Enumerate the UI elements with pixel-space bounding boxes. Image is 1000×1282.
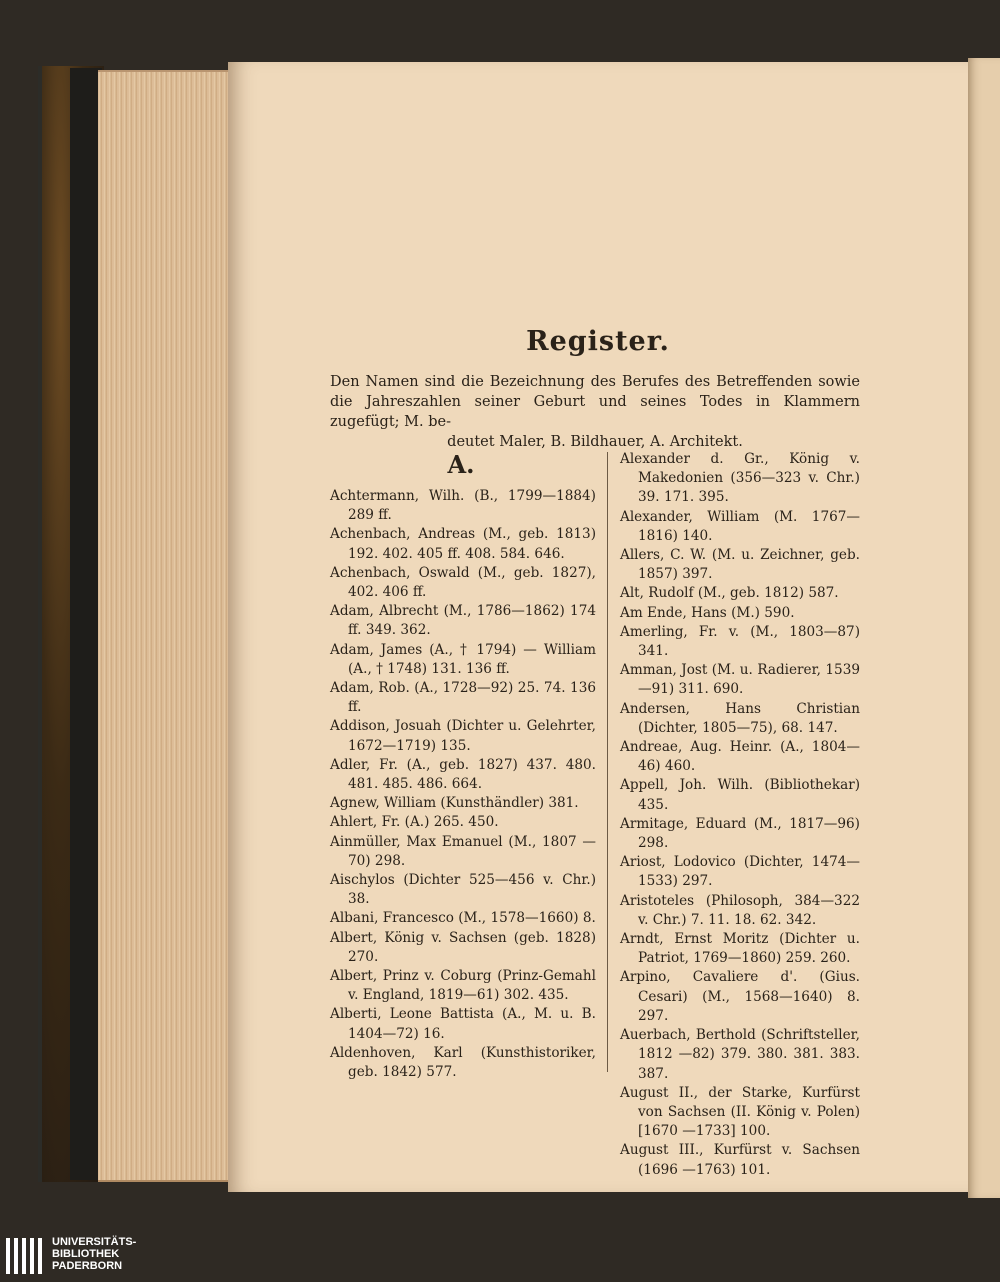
index-entry: Albert, Prinz v. Coburg (Prinz-Gemahl v. England, 1819—61) 302. 435. — [330, 968, 596, 1004]
index-entry: Appell, Joh. Wilh. (Bibliothekar) 435. — [620, 777, 860, 813]
index-column-left — [330, 487, 596, 1082]
index-entry: Alt, Rudolf (M., geb. 1812) 587. — [620, 585, 839, 602]
index-entry: Aldenhoven, Karl (Kunsthistoriker, geb. 1842) 577. — [330, 1044, 596, 1081]
page-title: Register. — [526, 326, 670, 357]
index-entry: Auerbach, Berthold (Schriftsteller, 1812 —82) 379. 380. 381. 383. 387. — [620, 1027, 860, 1082]
intro-text: Den Namen sind die Bezeichnung des Berufes des Betreffenden sowie die Jahreszahlen seiner Geburt und seines Todes in Klammern zugefügt; M. be- — [330, 374, 860, 430]
index-entry: Arpino, Cavaliere d'. (Gius. Cesari) (M., 1568—1640) 8. 297. — [620, 969, 860, 1024]
index-entry: Aristoteles (Philosoph, 384—322 v. Chr.) 7. 11. 18. 62. 342. — [620, 892, 860, 928]
index-entry: Albani, Francesco (M., 1578—1660) 8. — [330, 910, 596, 927]
index-entry: Armitage, Eduard (M., 1817—96) 298. — [620, 815, 860, 852]
library-logo-line: PADERBORN — [52, 1260, 123, 1272]
index-entry: Amman, Jost (M. u. Radierer, 1539 —91) 311. 690. — [620, 662, 860, 698]
index-entry: Adam, Albrecht (M., 1786—1862) 174 ff. 349. 362. — [330, 603, 596, 639]
index-entry: Alberti, Leone Battista (A., M. u. B. 1404—72) 16. — [330, 1006, 596, 1042]
index-entry: Achenbach, Oswald (M., geb. 1827), 402. 406 ff. — [330, 564, 596, 601]
index-entry: Achenbach, Andreas (M., geb. 1813) 192. 402. 405 ff. 408. 584. 646. — [330, 526, 596, 562]
index-entry: Amerling, Fr. v. (M., 1803—87) 341. — [620, 623, 860, 660]
index-entry: Adam, James (A., † 1794) — William (A., † 1748) 131. 136 ff. — [330, 641, 596, 677]
index-entry: Addison, Josuah (Dichter u. Gelehrter, 1672—1719) 135. — [330, 718, 596, 754]
section-letter: A. — [447, 450, 475, 479]
index-entry: Achtermann, Wilh. (B., 1799—1884) 289 ff. — [330, 488, 596, 524]
index-entry: Am Ende, Hans (M.) 590. — [620, 604, 795, 621]
index-entry: Ariost, Lodovico (Dichter, 1474—1533) 297. — [620, 854, 860, 890]
library-logo-text — [52, 1236, 136, 1272]
index-entry: Ainmüller, Max Emanuel (M., 1807 —70) 298. — [330, 833, 596, 869]
index-entry: Andreae, Aug. Heinr. (A., 1804—46) 460. — [620, 739, 860, 775]
index-entry: Adam, Rob. (A., 1728—92) 25. 74. 136 ff. — [330, 680, 596, 716]
library-logo-icon — [6, 1238, 46, 1274]
index-entry: Alexander d. Gr., König v. Makedonien (356—323 v. Chr.) 39. 171. 395. — [620, 451, 860, 506]
intro-text-last-line: deutet Maler, B. Bildhauer, A. Architekt. — [447, 434, 743, 450]
index-entry: August II., der Starke, Kurfürst von Sachsen (II. König v. Polen) [1670 —1733] 100. — [620, 1084, 860, 1140]
index-entry: Ahlert, Fr. (A.) 265. 450. — [330, 814, 499, 831]
index-entry: August III., Kurfürst v. Sachsen (1696 —1763) 101. — [620, 1142, 860, 1178]
next-page-edge — [968, 58, 1000, 1198]
intro-paragraph — [330, 372, 860, 452]
index-entry: Adler, Fr. (A., geb. 1827) 437. 480. 481. 485. 486. 664. — [330, 756, 596, 793]
index-entry: Alexander, William (M. 1767—1816) 140. — [620, 508, 860, 544]
library-logo-line: UNIVERSITÄTS- — [52, 1236, 137, 1248]
library-logo-line: BIBLIOTHEK — [52, 1248, 120, 1260]
index-entry: Albert, König v. Sachsen (geb. 1828) 270. — [330, 929, 596, 965]
index-entry: Andersen, Hans Christian (Dichter, 1805—75), 68. 147. — [620, 700, 860, 736]
index-entry: Agnew, William (Kunsthändler) 381. — [330, 795, 579, 812]
index-entry: Aischylos (Dichter 525—456 v. Chr.) 38. — [330, 872, 596, 908]
index-column-right — [620, 450, 860, 1180]
index-entry: Arndt, Ernst Moritz (Dichter u. Patriot, 1769—1860) 259. 260. — [620, 931, 860, 967]
column-divider — [607, 452, 608, 1072]
index-entry: Allers, C. W. (M. u. Zeichner, geb. 1857) 397. — [620, 547, 860, 583]
page-stack — [98, 70, 228, 1182]
